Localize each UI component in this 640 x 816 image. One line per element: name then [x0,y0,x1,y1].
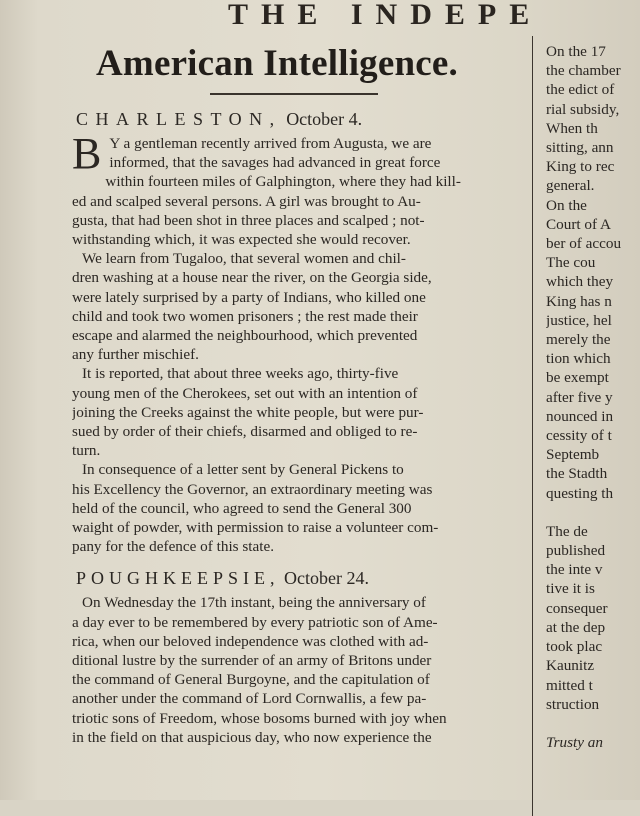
text-line: Kaunitz [546,657,595,675]
title-rule [210,93,378,95]
text-line: tive it is [546,580,595,598]
text-line: On the 17 [546,43,606,60]
text-line: joining the Creeks against the white people, but were pur- [72,403,424,421]
text-line: In consequence of a letter sent by General Pickens to [82,461,404,479]
text-line: nounced in [546,407,614,425]
text-line: turn. [72,442,101,460]
text-line: We learn from Tugaloo, that several women and chil- [82,250,406,268]
text-line: tion which [546,350,611,368]
text-line: within fourteen miles of Galphington, where they had kill- [105,173,461,191]
text-line: in the field on that auspicious day, who now experience the [72,728,432,746]
text-line: young men of the Cherokees, set out with an intention of [72,384,418,402]
text-line: struction [546,695,600,713]
text-line: escape and alarmed the neighbourhood, which prevented [72,327,418,345]
text-line: triotic sons of Freedom, whose bosoms burned with joy when [72,709,447,727]
text-line: the edict of [546,81,615,99]
text-line: The cou [546,254,596,272]
column-gap [546,503,640,522]
text-line: King has n [546,292,612,310]
text-line: On the [546,196,587,214]
text-line: Court of A [546,215,611,233]
text-line: ed and scalped several persons. A girl was brought to Au- [72,192,421,210]
text-line [546,714,640,733]
column-rule [532,36,533,816]
dateline-place: CHARLESTON, [76,109,282,129]
text-line: after five y [546,388,613,406]
charleston-dateline [76,109,540,130]
text-line: Y a gentleman recently arrived from Augusta, we are [109,135,432,152]
main-column [72,42,540,747]
text-line: Trusty an [546,734,603,752]
text-line: rial subsidy, [546,100,620,118]
text-line: withstanding which, it was expected she would recover. [72,231,411,249]
text-line: pany for the defence of this state. [72,538,274,556]
text-line: held of the council, who agreed to send the General 300 [72,499,412,517]
masthead: THE INDEPE [228,0,543,31]
text-line: dren washing at a house near the river, on the Georgia side, [72,269,432,287]
dateline-date: October 24. [284,568,369,589]
text-line: another under the command of Lord Cornwallis, a few pa- [72,690,427,708]
section-title: American Intelligence. [96,43,458,84]
text-line: Septemb [546,446,600,464]
poughkeepsie-dateline [76,568,540,589]
right-column [546,42,640,752]
text-line: ditional lustre by the surrender of an army of Britons under [72,652,432,670]
text-line: his Excellency the Governor, an extraordinary meeting was [72,480,433,498]
text-line: The de [546,522,588,540]
text-line: When th [546,119,598,137]
text-line: questing th [546,484,614,502]
text-line: It is reported, that about three weeks ago, thirty-five [82,365,399,383]
text-line: cessity of t [546,427,612,445]
text-line: mitted t [546,676,593,694]
text-line: ber of accou [546,235,622,253]
text-line: King to rec [546,158,615,176]
text-line: informed, that the savages had advanced in great force [109,154,441,172]
text-line: published [546,542,606,560]
text-line: general. [546,177,595,195]
text-line: the inte v [546,561,603,579]
text-line: consequer [546,599,608,617]
text-line: be exempt [546,369,609,387]
text-line: any further mischief. [72,346,199,364]
charleston-paragraph-4 [72,460,540,556]
text-line: On Wednesday the 17th instant, being the anniversary of [82,594,426,612]
text-line: sued by order of their chiefs, disarmed and obliged to re- [72,423,418,441]
drop-cap: B [72,129,102,178]
charleston-paragraph-3 [72,364,540,460]
text-line: sitting, ann [546,139,614,157]
text-line: justice, hel [546,311,612,329]
text-line: which they [546,273,614,291]
text-line: took plac [546,638,603,656]
text-line: gusta, that had been shot in three places and scalped ; not- [72,211,425,229]
text-line: at the dep [546,618,606,636]
text-line: child and took two women prisoners ; the rest made their [72,307,418,325]
text-line: a day ever to be remembered by every patriotic son of Ame- [72,613,438,631]
text-line: the command of General Burgoyne, and the capitulation of [72,671,430,689]
text-line: rica, when our beloved independence was clothed with ad- [72,632,429,650]
text-line: waight of powder, with permission to raise a volunteer com- [72,519,439,537]
text-line: merely the [546,331,611,349]
text-line: were lately surprised by a party of Indians, who killed one [72,288,426,306]
dateline-date: October 4. [286,109,363,129]
dateline-place: POUGHKEEPSIE, [76,568,280,589]
charleston-paragraph-1 [72,129,540,249]
charleston-paragraph-2 [72,249,540,364]
text-line: the chamber [546,62,621,80]
poughkeepsie-paragraph-1 [72,593,540,747]
text-line: the Stadth [546,465,608,483]
